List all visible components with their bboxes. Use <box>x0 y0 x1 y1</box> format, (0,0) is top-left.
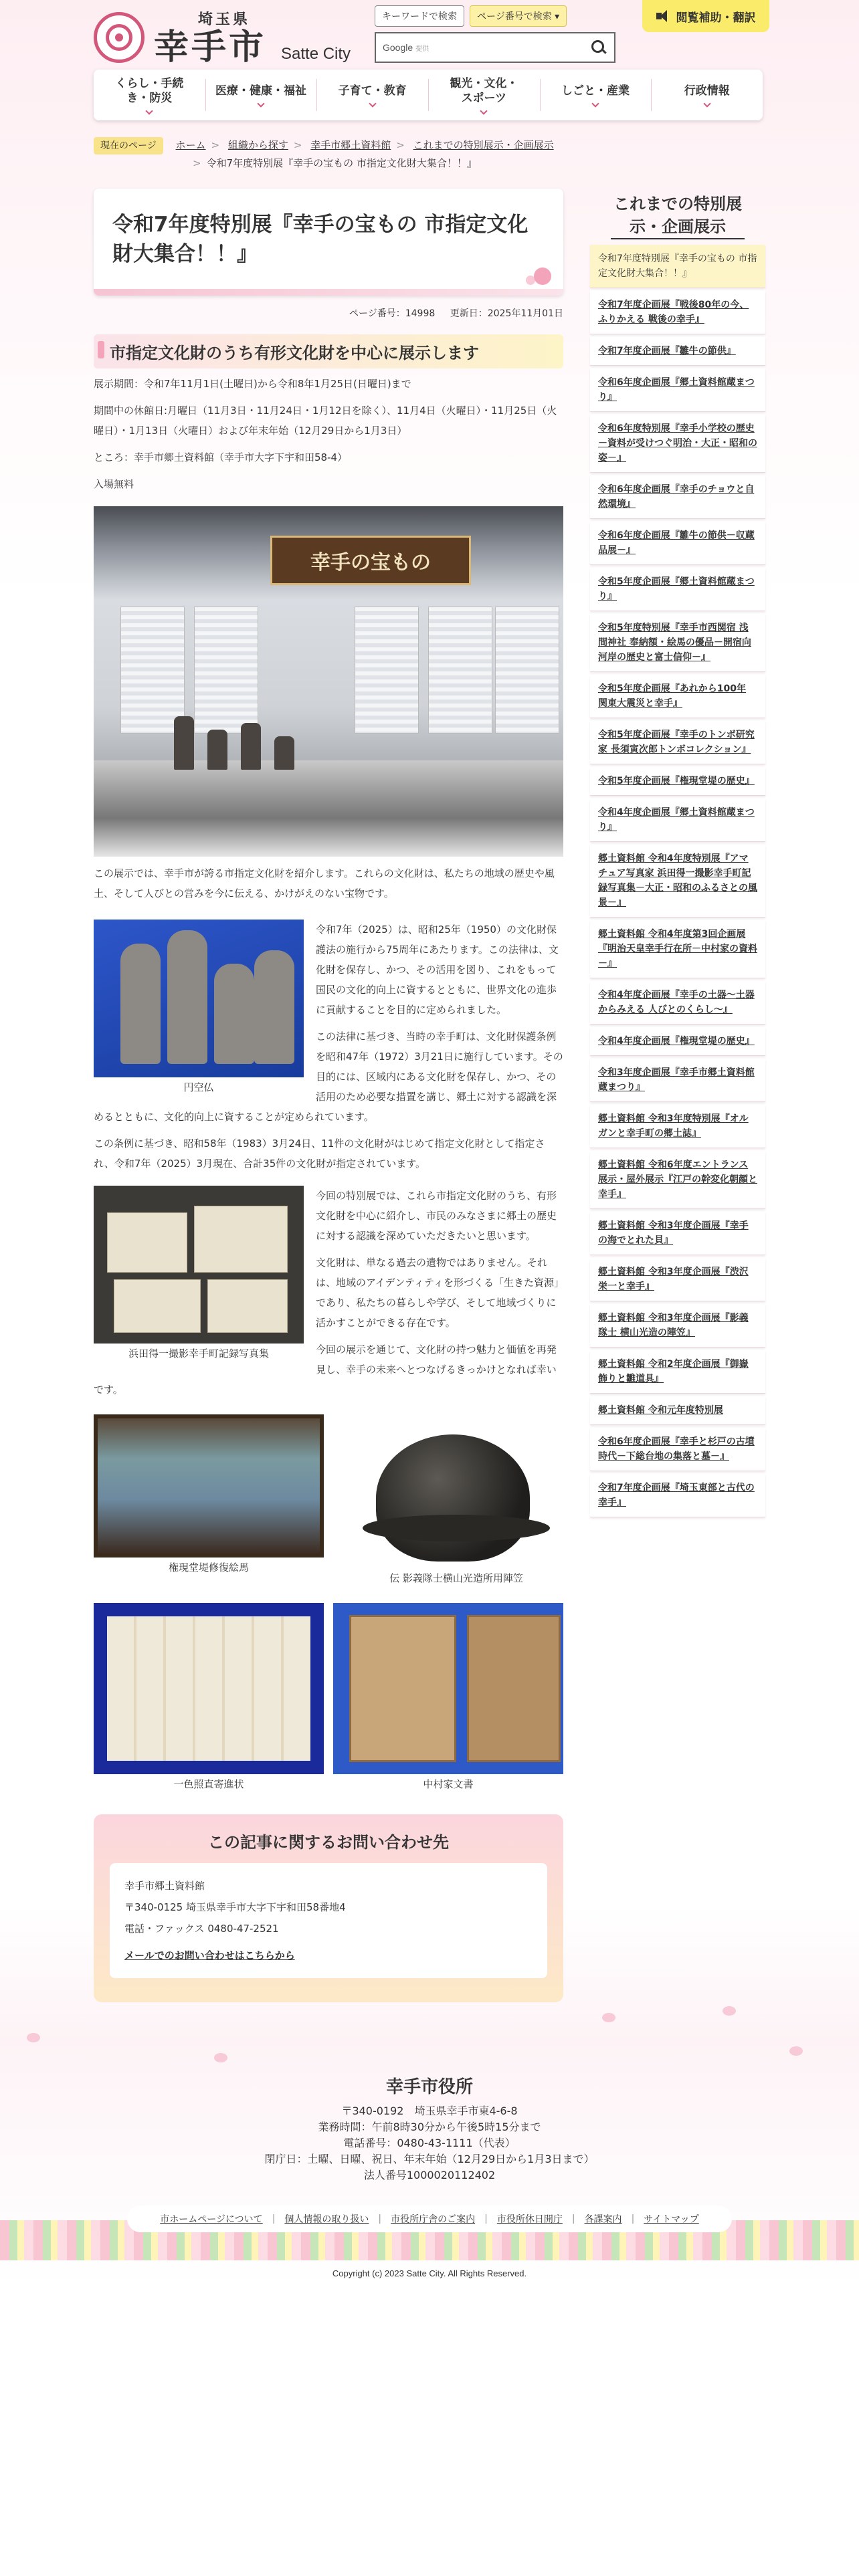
photo-row-2 <box>94 1603 563 1794</box>
closed-days: 期間中の休館日:月曜日（11月3日・11月24日・1月12日を除く）、11月4日（火曜日）・11月25日（火曜日）・1月13日（火曜日）および年末年始（12月29日から1月3日） <box>94 405 557 437</box>
sidebar-exhibition-link[interactable]: 令和4年度企画展『郷土資料館蔵まつり』 <box>590 798 765 842</box>
sidebar-exhibition-link[interactable]: 令和6年度企画展『幸手と杉戸の古墳時代－下総台地の集落と墓－』 <box>590 1428 765 1471</box>
gnav-item-living[interactable]: くらし・手続き・防災 <box>94 70 205 120</box>
site-footer <box>0 2073 859 2183</box>
ordinance-paragraph: この法律に基づき、当時の幸手町は、文化財保護条例を昭和47年（1972）3月21日に施行しています。その目的には、区域内にある文化財を保存し、かつ、その活用のため必要な措置を講じ、郷土に対する認識を深めるとともに、文化的向上に資することが定められています。 <box>94 1031 563 1123</box>
caption-enku: 円空仏 <box>183 1081 214 1093</box>
global-nav <box>94 70 763 120</box>
footer-link-about[interactable]: 市ホームページについて <box>160 2214 263 2225</box>
logo-prefecture: 埼玉県 <box>198 11 251 28</box>
sidebar <box>590 189 765 1520</box>
sidebar-list <box>590 245 765 1517</box>
sidebar-exhibition-link[interactable]: 令和3年度企画展『幸手市郷土資料館 蔵まつり』 <box>590 1059 765 1102</box>
tab-page-number-search[interactable]: ページ番号で検索 ▾ <box>470 5 567 27</box>
breadcrumb-page: 令和7年度特別展『幸手の宝もの 市指定文化財大集合！！』 <box>206 157 477 169</box>
site-logo[interactable] <box>94 8 351 66</box>
breadcrumb-home[interactable]: ホーム <box>175 139 206 151</box>
page-title: 令和7年度特別展『幸手の宝もの 市指定文化財大集合！！』 <box>112 213 529 266</box>
city-emblem-icon <box>94 12 145 63</box>
chevron-down-icon <box>703 100 710 107</box>
sidebar-exhibition-link[interactable]: 郷土資料館 令和4年度特別展『アマチュア写真家 浜田得一撮影幸手町記録写真集－大正・昭和のふるさとの風景－』 <box>590 845 765 918</box>
figure-helmet <box>349 1414 563 1588</box>
chevron-down-icon <box>257 100 264 107</box>
contact-box <box>94 1814 563 2002</box>
logo-city-english: Satte City <box>281 45 351 63</box>
exhibition-sign: 幸手の宝もの <box>270 536 471 585</box>
chevron-down-icon <box>369 100 376 107</box>
breadcrumb-museum[interactable]: 幸手市郷土資料館 <box>310 139 391 151</box>
caption-painting: 権現堂堤修復絵馬 <box>168 1562 249 1574</box>
contact-title: この記事に関するお問い合わせ先 <box>208 1833 449 1852</box>
breadcrumb: 現在のページ ホーム > 組織から探す > 幸手市郷土資料館 > これまでの特別展示・企画展示 > 令和7年度特別展『幸手の宝もの 市指定文化財大集合！！』 <box>94 136 575 172</box>
exhibit-aim-paragraph: 今回の特別展では、これら市指定文化財のうち、有形文化財を中心に紹介し、市民のみなさまに郷土の歴史に対する認識を深めていただきたいと思います。 <box>316 1190 557 1242</box>
footer-hours: 業務時間：午前8時30分から午後5時15分まで <box>318 2121 541 2133</box>
designation-paragraph: この条例に基づき、昭和58年（1983）3月24日、11件の文化財がはじめて指定文化財として指定され、令和7年（2025）3月現在、合計35件の文化財が指定されています。 <box>94 1138 545 1170</box>
footer-address: 〒340-0192 埼玉県幸手市東4-6-8 <box>341 2105 518 2117</box>
footer-link-holiday-office[interactable]: 市役所休日開庁 <box>496 2214 563 2225</box>
gnav-item-admin[interactable]: 行政情報 <box>651 70 763 120</box>
exhibit-place: ところ：幸手市郷土資料館（幸手市大字下宇和田58-4） <box>94 451 348 463</box>
caption-photo-album: 浜田得一撮影幸手町記録写真集 <box>128 1348 269 1360</box>
search-input[interactable] <box>434 42 589 53</box>
photo-row-1 <box>94 1414 563 1588</box>
cultural-asset-paragraph: 文化財は、単なる過去の遺物ではありません。それは、地域のアイデンティティを形づくる「生きた資源」であり、私たちの暮らしや学び、そして地域づくりに活かすことができる存在です。 <box>316 1257 559 1329</box>
contact-org: 幸手市郷土資料館 <box>124 1880 205 1892</box>
exhibit-period: 展示期間：令和7年11月1日(土曜日)から令和8年1月25日(日曜日)まで <box>94 378 411 390</box>
sidebar-exhibition-link[interactable]: 郷土資料館 令和3年度企画展『幸手の海でとれた貝』 <box>590 1212 765 1255</box>
footer-link-sitemap[interactable]: サイトマップ <box>644 2214 699 2225</box>
sidebar-exhibition-link[interactable]: 郷土資料館 令和3年度企画展『渋沢栄一と幸手』 <box>590 1258 765 1301</box>
logo-city-name: 幸手市 <box>154 27 267 68</box>
document-box-photo <box>333 1603 563 1774</box>
sidebar-exhibition-link[interactable]: 令和7年度企画展『戦後80年の今、ふりかえる 戦後の幸手』 <box>590 291 765 334</box>
speaker-icon <box>656 10 671 22</box>
sidebar-title: これまでの特別展示・企画展示 <box>590 189 765 245</box>
breadcrumb-exhibitions[interactable]: これまでの特別展示・企画展示 <box>413 139 554 151</box>
footer-org-name: 幸手市役所 <box>385 2077 473 2097</box>
sidebar-exhibition-link[interactable]: 令和5年度企画展『権現堂堤の歴史』 <box>590 767 765 796</box>
admission-fee: 入場無料 <box>94 478 134 490</box>
breadcrumb-current-label: 現在のページ <box>94 137 163 154</box>
sidebar-exhibition-link[interactable]: 令和6年度特別展『幸手小学校の歴史－資料が受けつぐ明治・大正・昭和の姿－』 <box>590 415 765 473</box>
sidebar-exhibition-link[interactable]: 郷土資料館 令和3年度企画展『影義隊士 横山光造の陣笠』 <box>590 1304 765 1348</box>
updated-date: 更新日：2025年11月01日 <box>450 308 563 319</box>
figure-letter <box>94 1603 324 1794</box>
figure-painting <box>94 1414 324 1588</box>
donation-letter-photo <box>94 1603 324 1774</box>
contact-tel: 電話・ファックス 0480-47-2521 <box>124 1923 279 1935</box>
figure-enku-statues <box>94 920 304 1097</box>
search-area <box>375 5 615 63</box>
helmet-photo <box>349 1414 563 1568</box>
chevron-down-icon <box>146 107 153 114</box>
section-heading: 市指定文化財のうち有形文化財を中心に展示します <box>94 334 563 368</box>
sidebar-exhibition-link[interactable]: 郷土資料館 令和3年度特別展『オルガンと幸手町の郷土誌』 <box>590 1105 765 1148</box>
page-info <box>94 306 563 320</box>
chevron-down-icon <box>480 107 488 114</box>
page-number: ページ番号：14998 <box>349 308 436 319</box>
sidebar-exhibition-link: 令和7年度特別展『幸手の宝もの 市指定文化財大集合！！』 <box>590 245 765 288</box>
footer-link-privacy[interactable]: 個人情報の取り扱い <box>284 2214 369 2225</box>
figure-box <box>333 1603 563 1794</box>
sidebar-exhibition-link[interactable]: 令和6年度企画展『雛牛の節供－収蔵品展－』 <box>590 522 765 565</box>
tab-keyword-search[interactable]: キーワードで検索 <box>375 5 464 27</box>
sidebar-exhibition-link[interactable]: 令和7年度企画展『埼玉東部と古代の幸手』 <box>590 1474 765 1517</box>
sidebar-exhibition-link[interactable]: 郷土資料館 令和6年度エントランス展示・屋外展示『江戸の幹変化朝顔と幸手』 <box>590 1151 765 1209</box>
sidebar-exhibition-link[interactable]: 令和6年度企画展『郷土資料館蔵まつり』 <box>590 368 765 412</box>
gnav-item-health[interactable]: 医療・健康・福祉 <box>205 70 317 120</box>
footer-links: 市ホームページについて | 個人情報の取り扱い | 市役所庁舎のご案内 | 市役所休日開庁 | 各課案内 | サイトマップ <box>127 2206 732 2232</box>
sidebar-exhibition-link[interactable]: 令和5年度特別展『幸手市西関宿 浅間神社 奉納額・絵馬の優品－開宿向河岸の歴史と富士信仰－』 <box>590 614 765 672</box>
gnav-item-work[interactable]: しごと・産業 <box>540 70 652 120</box>
sidebar-exhibition-link[interactable]: 令和5年度企画展『郷土資料館蔵まつり』 <box>590 568 765 611</box>
footer-closed: 閉庁日：土曜、日曜、祝日、年末年始（12月29日から1月3日まで） <box>264 2153 595 2165</box>
chevron-down-icon <box>591 100 599 107</box>
exhibition-hall-photo <box>94 506 563 857</box>
footer-link-office-guide[interactable]: 市役所庁舎のご案内 <box>391 2214 476 2225</box>
votive-painting-photo <box>94 1414 324 1558</box>
sidebar-exhibition-link[interactable]: 郷土資料館 令和4年度第3回企画展『明治天皇幸手行在所－中村家の資料－』 <box>590 920 765 978</box>
search-icon[interactable] <box>589 38 607 57</box>
gnav-item-tourism[interactable]: 観光・文化・スポーツ <box>428 70 540 120</box>
copyright: Copyright (c) 2023 Satte City. All Rights Reserved. <box>332 2268 527 2278</box>
contact-address: 〒340-0125 埼玉県幸手市大字下宇和田58番地4 <box>124 1901 346 1913</box>
intro-paragraph: この展示では、幸手市が誇る市指定文化財を紹介します。これらの文化財は、私たちの地域の歴史や風土、そして人びとの営みを今に伝える、かけがえのない宝物です。 <box>94 867 555 899</box>
sidebar-exhibition-link[interactable]: 令和5年度企画展『幸手のトンボ研究家 長須寅次郎トンボコレクション』 <box>590 721 765 764</box>
enku-statues-photo <box>94 920 304 1077</box>
contact-mail-link[interactable]: メールでのお問い合わせはこちらから <box>124 1949 295 1961</box>
footer-corp-number: 法人番号1000020112402 <box>363 2169 496 2181</box>
sidebar-exhibition-link[interactable]: 令和6年度企画展『幸手のチョウと自然環境』 <box>590 475 765 519</box>
sidebar-exhibition-link[interactable]: 令和4年度企画展『幸手の土器～土器からみえる 人びとのくらし～』 <box>590 981 765 1025</box>
sidebar-exhibition-link[interactable]: 令和5年度企画展『あれから100年 関東大震災と幸手』 <box>590 675 765 718</box>
flower-icon <box>534 267 551 285</box>
search-box <box>375 32 615 63</box>
breadcrumb-organization[interactable]: 組織から探す <box>227 139 288 151</box>
figure-photo-album <box>94 1186 304 1364</box>
sidebar-exhibition-link[interactable]: 令和4年度企画展『権現堂堤の歴史』 <box>590 1027 765 1056</box>
site-header <box>0 0 859 134</box>
footer-link-departments[interactable]: 各課案内 <box>584 2214 622 2225</box>
footer-tel: 電話番号：0480-43-1111（代表） <box>343 2137 516 2149</box>
photo-album-photo <box>94 1186 304 1344</box>
google-label: Google 提供 <box>383 42 430 53</box>
accessibility-button[interactable]: 閲覧補助・翻訳 <box>642 0 769 32</box>
caption-letter: 一色照直寄進状 <box>173 1778 244 1790</box>
caption-box: 中村家文書 <box>423 1778 474 1790</box>
law-paragraph: 令和7年（2025）は、昭和25年（1950）の文化財保護法の施行から75周年にあたります。この法律は、文化財を保存し、かつ、その活用を図り、これをもって国民の文化的向上に資するとともに、世界文化の進歩に貢献することを目的に定められました。 <box>316 924 559 1016</box>
sidebar-exhibition-link[interactable]: 令和7年度企画展『雛牛の節供』 <box>590 337 765 366</box>
main-content <box>94 189 563 2002</box>
sidebar-exhibition-link[interactable]: 郷土資料館 令和元年度特別展 <box>590 1396 765 1425</box>
closing-paragraph: 今回の展示を通じて、文化財の持つ魅力と価値を再発見し、幸手の未来へとつなげるきっかけとなれば幸いです。 <box>94 1344 557 1396</box>
caption-helmet: 伝 影義隊士横山光造所用陣笠 <box>389 1572 523 1584</box>
gnav-item-education[interactable]: 子育て・教育 <box>316 70 428 120</box>
sidebar-exhibition-link[interactable]: 郷土資料館 令和2年度企画展『御嶽飾りと雛道具』 <box>590 1350 765 1394</box>
title-box <box>94 189 563 296</box>
